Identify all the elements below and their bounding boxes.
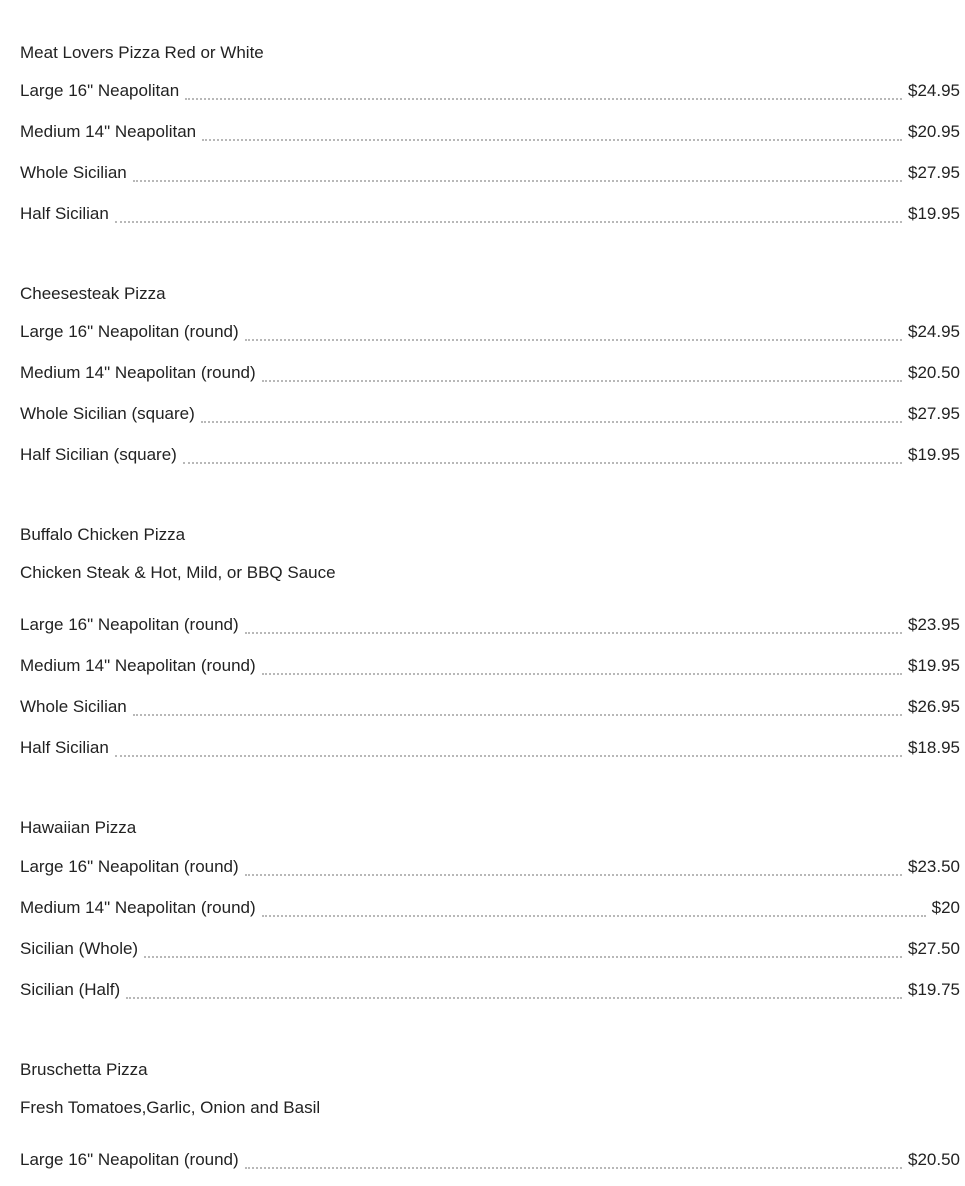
item-price: $19.75 — [908, 980, 960, 999]
item-name: Large 16" Neapolitan (round) — [20, 615, 239, 634]
dot-leader — [115, 754, 902, 757]
item-price: $23.95 — [908, 615, 960, 634]
item-name: Medium 14" Neapolitan (round) — [20, 898, 256, 917]
dot-leader — [133, 179, 902, 182]
dot-leader — [183, 461, 902, 464]
item-price: $24.95 — [908, 322, 960, 341]
item-price: $24.95 — [908, 81, 960, 100]
menu-item — [20, 614, 960, 636]
dot-leader — [115, 220, 902, 223]
item-price: $20.95 — [908, 122, 960, 141]
menu-item — [20, 979, 960, 1001]
section-title: Meat Lovers Pizza Red or White — [20, 43, 264, 62]
item-price: $23.50 — [908, 857, 960, 876]
dot-leader — [202, 138, 902, 141]
section-title: Buffalo Chicken Pizza — [20, 525, 186, 544]
item-name: Large 16" Neapolitan (round) — [20, 1150, 239, 1169]
menu-item — [20, 321, 960, 343]
dot-leader — [245, 873, 902, 876]
section-description: Chicken Steak & Hot, Mild, or BBQ Sauce — [20, 563, 336, 582]
menu-item — [20, 403, 960, 425]
menu-item — [20, 162, 960, 184]
item-name: Large 16" Neapolitan (round) — [20, 322, 239, 341]
menu-item — [20, 1149, 960, 1171]
section-title: Cheesesteak Pizza — [20, 284, 166, 303]
item-name: Sicilian (Whole) — [20, 939, 139, 958]
item-name: Medium 14" Neapolitan (round) — [20, 656, 256, 675]
menu-item — [20, 856, 960, 878]
menu-item — [20, 444, 960, 466]
item-price: $18.95 — [908, 738, 960, 757]
item-name: Large 16" Neapolitan — [20, 81, 180, 100]
item-name: Half Sicilian — [20, 204, 109, 223]
item-price: $19.95 — [908, 445, 960, 464]
item-name: Half Sicilian (square) — [20, 445, 177, 464]
item-price: $20.50 — [908, 363, 960, 382]
item-name: Whole Sicilian — [20, 163, 127, 182]
item-price: $19.95 — [908, 656, 960, 675]
menu-item — [20, 80, 960, 102]
dot-leader — [144, 955, 902, 958]
item-price: $27.95 — [908, 404, 960, 423]
menu-item — [20, 121, 960, 143]
section-title: Hawaiian Pizza — [20, 818, 137, 837]
item-name: Sicilian (Half) — [20, 980, 121, 999]
item-name: Half Sicilian — [20, 738, 109, 757]
item-name: Whole Sicilian (square) — [20, 404, 195, 423]
dot-leader — [245, 338, 902, 341]
dot-leader — [262, 914, 926, 917]
section-title: Bruschetta Pizza — [20, 1060, 148, 1079]
item-name: Whole Sicilian — [20, 697, 127, 716]
menu-item — [20, 655, 960, 677]
item-price: $19.95 — [908, 204, 960, 223]
menu-item — [20, 938, 960, 960]
dot-leader — [201, 420, 902, 423]
menu-item — [20, 696, 960, 718]
item-price: $20.50 — [908, 1150, 960, 1169]
menu-item — [20, 737, 960, 759]
dot-leader — [126, 996, 902, 999]
dot-leader — [262, 672, 902, 675]
menu-item — [20, 897, 960, 919]
dot-leader — [245, 631, 902, 634]
dot-leader — [185, 97, 902, 100]
menu-item — [20, 203, 960, 225]
item-price: $26.95 — [908, 697, 960, 716]
item-price: $27.50 — [908, 939, 960, 958]
section-description: Fresh Tomatoes,Garlic, Onion and Basil — [20, 1098, 321, 1117]
item-name: Medium 14" Neapolitan — [20, 122, 197, 141]
dot-leader — [245, 1166, 902, 1169]
item-name: Large 16" Neapolitan (round) — [20, 857, 239, 876]
dot-leader — [133, 713, 902, 716]
menu-item — [20, 362, 960, 384]
dot-leader — [262, 379, 902, 382]
item-name: Medium 14" Neapolitan (round) — [20, 363, 256, 382]
item-price: $20 — [931, 898, 960, 917]
item-price: $27.95 — [908, 163, 960, 182]
